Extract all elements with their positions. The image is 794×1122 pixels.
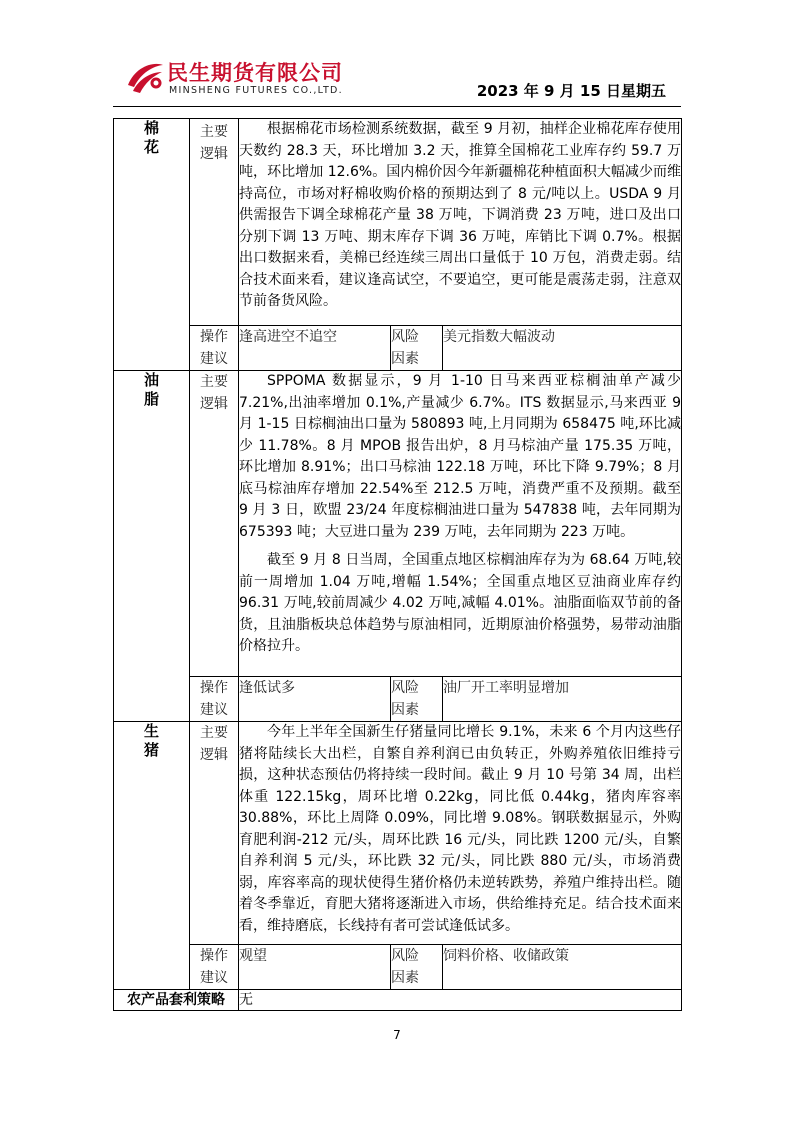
risk-label-text: 风险因素 xyxy=(391,948,419,986)
logic-text-oils xyxy=(239,371,682,677)
logic-paragraph: SPPOMA 数据显示，9 月 1-10 日马来西亚棕榈油单产减少 7.21%,出油率增加 0.1%,产量减少 6.7%。ITS 数据显示,马来西亚 9 月 1-15 日棕榈油出口量为 580893 吨,上月同期为 658475 吨,环比减少 11.78%。8 月 MPOB 报告出炉，8 月马棕油产量 175.35 万吨，环比增加 8.91%；出口马棕油 122.18 万吨，环比下降 9.79%；8 月底马棕油库存增加 22.54%至 212.5 万吨，消费严重不及预期。截至 9 月 3 日，欧盟 23/24 年度棕榈油进口量为 547838 吨，去年同期为 675393 吨；大豆进口量为 239 万吨，去年同期为 223 万吨。 xyxy=(239,373,682,540)
risk-label xyxy=(391,945,443,990)
risk-label xyxy=(391,326,443,371)
category-cell-oils xyxy=(114,371,190,722)
minsheng-logo-icon xyxy=(125,57,165,97)
risk-value-cotton: 美元指数大幅波动 xyxy=(443,326,682,371)
logic-paragraph: 根据棉花市场检测系统数据，截至 9 月初，抽样企业棉花库存使用天数约 28.3 天，环比增加 3.2 天，推算全国棉花工业库存约 59.7 万吨，环比增加 12.6%。国内棉价因今年新疆棉花种植面积大幅减少而维持高位，市场对籽棉收购价格的预期达到了 8 元/吨以上。USDA 9 月供需报告下调全球棉花产量 38 万吨，下调消费 23 万吨，进口及出口分别下调 13 万吨、期末库存下调 36 万吨，库销比下调 0.7%。根据出口数据来看，美棉已经连续三周出口量低于 10 万包，消费走弱。结合技术面来看，建议逢高试空，不要追空，更可能是震荡走弱，注意双节前备货风险。 xyxy=(239,121,682,309)
logic-paragraph: 今年上半年全国新生仔猪量同比增长 9.1%，未来 6 个月内这些仔猪将陆续长大出栏，自繁自养利润已由负转正，外购养殖依旧维持亏损，这种状态预估仍将持续一段时间。截止 9 月 10 号第 34 周，出栏体重 122.15kg，周环比增 0.22kg，同比低 0.44kg，猪肉库容率 30.88%，环比上周降 0.09%，同比增 9.08%。钢联数据显示，外购育肥利润-212 元/头，周环比跌 16 元/头，同比跌 1200 元/头，自繁自养利润 5 元/头，环比跌 32 元/头，同比跌 880 元/头，市场消费弱，库容率高的现状使得生猪价格仍未逆转跌势，养殖户维持出栏。随着冬季靠近，育肥大猪将逐渐进入市场，供给维持充足。结合技术面来看，维持磨底，长线持有者可尝试逢低试多。 xyxy=(239,724,682,934)
oils-advice-row xyxy=(114,677,682,722)
risk-value-hogs: 饲料价格、收储政策 xyxy=(443,945,682,990)
hogs-logic-row xyxy=(114,722,682,945)
arbitrage-row xyxy=(114,990,682,1011)
report-date: 2023 年 9 月 15 日星期五 xyxy=(476,82,666,100)
hogs-advice-row xyxy=(114,945,682,990)
logic-label-text: 主要逻辑 xyxy=(200,725,228,763)
page-number: 7 xyxy=(393,1028,401,1042)
advice-label xyxy=(190,677,239,722)
arbitrage-value: 无 xyxy=(239,990,682,1011)
advice-label-text: 操作建议 xyxy=(200,948,228,986)
company-name-cn: 民生期货有限公司 xyxy=(167,61,343,85)
logic-label-text: 主要逻辑 xyxy=(200,124,228,162)
logic-paragraph: 截至 9 月 8 日当周，全国重点地区棕榈油库存为为 68.64 万吨,较前一周增加 1.04 万吨,增幅 1.54%；全国重点地区豆油商业库存约 96.31 万吨,较前周减少 4.02 万吨,减幅 4.01%。油脂面临双节前的备货，且油脂板块总体趋势与原油相同，近期原油价格强势，易带动油脂价格拉升。 xyxy=(239,552,682,654)
advice-value-oils: 逢低试多 xyxy=(239,677,391,722)
logic-text-hogs xyxy=(239,722,682,945)
logic-label xyxy=(190,119,239,326)
advice-value-hogs: 观望 xyxy=(239,945,391,990)
category-name: 棉花 xyxy=(144,119,160,156)
logic-text-cotton xyxy=(239,119,682,326)
oils-logic-row xyxy=(114,371,682,677)
risk-label-text: 风险因素 xyxy=(391,329,419,367)
cotton-advice-row xyxy=(114,326,682,371)
strategy-table xyxy=(113,118,682,1011)
risk-label-text: 风险因素 xyxy=(391,680,419,718)
arbitrage-label: 农产品套利策略 xyxy=(114,990,239,1011)
advice-label xyxy=(190,945,239,990)
advice-label-text: 操作建议 xyxy=(200,329,228,367)
logic-label xyxy=(190,371,239,677)
header-divider xyxy=(113,106,681,107)
risk-value-oils: 油厂开工率明显增加 xyxy=(443,677,682,722)
category-name: 生猪 xyxy=(144,722,160,759)
advice-label xyxy=(190,326,239,371)
category-cell-hogs xyxy=(114,722,190,990)
category-cell-cotton xyxy=(114,119,190,371)
advice-label-text: 操作建议 xyxy=(200,680,228,718)
advice-value-cotton: 逢高进空不追空 xyxy=(239,326,391,371)
logic-label xyxy=(190,722,239,945)
company-name-en: MINSHENG FUTURES CO.,LTD. xyxy=(169,85,343,96)
logic-label-text: 主要逻辑 xyxy=(200,374,228,412)
risk-label xyxy=(391,677,443,722)
company-logo xyxy=(125,55,365,103)
cotton-logic-row xyxy=(114,119,682,326)
category-name: 油脂 xyxy=(144,371,160,408)
